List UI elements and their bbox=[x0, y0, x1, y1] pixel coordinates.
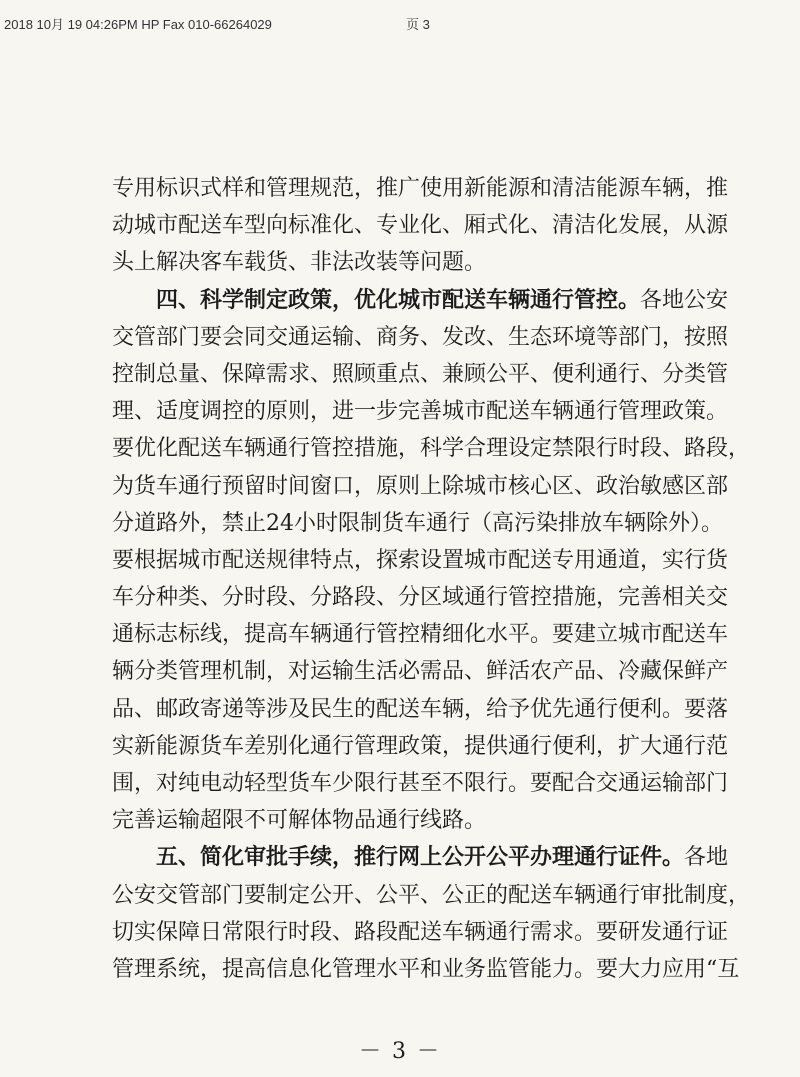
paragraph-line bbox=[112, 319, 729, 356]
section-heading-line bbox=[112, 282, 729, 319]
paragraph-line bbox=[112, 430, 751, 467]
line-text: 专用标识式样和管理规范，推广使用新能源和清洁能源车辆，推 bbox=[112, 176, 729, 201]
line-text: 各地 bbox=[684, 845, 729, 871]
section-heading-5: 五、简化审批手续，推行网上公开公平办理通行证件。 bbox=[156, 844, 685, 871]
line-text: 围，对纯电动轻型货车少限行甚至不限行。要配合交通运输部门 bbox=[112, 771, 729, 796]
line-text: 品、邮政寄递等涉及民生的配送车辆，给予优先通行便利。要落 bbox=[112, 696, 729, 722]
section-heading-4: 四、科学制定政策，优化城市配送车辆通行管控。 bbox=[156, 286, 641, 313]
line-text: 控制总量、保障需求、照顾重点、兼顾公平、便利通行、分类管 bbox=[112, 361, 729, 387]
paragraph-line bbox=[112, 579, 729, 616]
paragraph-line bbox=[112, 765, 729, 802]
line-text: 通标志标线，提高车辆通行管控精细化水平。要建立城市配送车 bbox=[112, 622, 729, 648]
paragraph-line bbox=[112, 914, 729, 951]
line-text: 头上解决客车载货、非法改装等问题。 bbox=[112, 250, 487, 276]
paragraph-line bbox=[112, 691, 729, 728]
document-body bbox=[112, 170, 751, 988]
paragraph-line bbox=[112, 951, 740, 988]
fax-page-label: 页 3 bbox=[406, 17, 430, 32]
line-text: 理、适度调控的原则，进一步完善城市配送车辆通行管理政策。 bbox=[112, 399, 729, 425]
paragraph-line bbox=[112, 207, 729, 244]
paragraph-line bbox=[112, 802, 692, 839]
paragraph-line bbox=[112, 728, 729, 765]
line-text: 辆分类管理机制，对运输生活必需品、鲜活农产品、冷藏保鲜产 bbox=[112, 659, 729, 685]
paragraph-line bbox=[112, 542, 729, 579]
line-text: 动城市配送车型向标准化、专业化、厢式化、清洁化发展，从源 bbox=[112, 213, 729, 239]
paragraph-line bbox=[112, 393, 729, 430]
line-text: 交管部门要会同交通运输、商务、发改、生态环境等部门，按照 bbox=[112, 324, 729, 350]
paragraph-line bbox=[112, 616, 729, 653]
line-text: 完善运输超限不可解体物品通行线路。 bbox=[112, 808, 487, 834]
fax-header bbox=[4, 14, 430, 33]
line-text: 实新能源货车差别化通行管理政策，提供通行便利，扩大通行范 bbox=[112, 733, 729, 759]
line-text: 分道路外，禁止24小时限制货车通行（高污染排放车辆除外）。 bbox=[112, 510, 723, 536]
fax-header-info: 2018 10月 19 04:26PM HP Fax 010-66264029 bbox=[4, 17, 272, 32]
line-text: 各地公安 bbox=[640, 287, 729, 313]
paragraph-line bbox=[112, 244, 692, 281]
section-heading-line bbox=[112, 839, 729, 876]
line-text: 车分种类、分时段、分路段、分区域通行管控措施，完善相关交 bbox=[112, 585, 729, 611]
line-text: 要根据城市配送规律特点，探索设置城市配送专用通道，实行货 bbox=[112, 547, 729, 573]
line-text: 管理系统，提高信息化管理水平和业务监管能力。要大力应用“互 bbox=[112, 956, 740, 982]
paragraph-line bbox=[112, 170, 729, 207]
paragraph-line bbox=[112, 468, 729, 505]
line-text: 要优化配送车辆通行管控措施，科学合理设定禁限行时段、路段， bbox=[112, 436, 751, 462]
line-text: 为货车通行预留时间窗口，原则上除城市核心区、政治敏感区部 bbox=[112, 473, 729, 499]
page-number: － 3 － bbox=[359, 1039, 441, 1064]
paragraph-line bbox=[112, 877, 751, 914]
paragraph-line bbox=[112, 505, 723, 542]
paragraph-line bbox=[112, 356, 729, 393]
line-text: 公安交管部门要制定公开、公平、公正的配送车辆通行审批制度， bbox=[112, 882, 751, 908]
paragraph-line bbox=[112, 653, 729, 690]
line-text: 切实保障日常限行时段、路段配送车辆通行需求。要研发通行证 bbox=[112, 919, 729, 945]
